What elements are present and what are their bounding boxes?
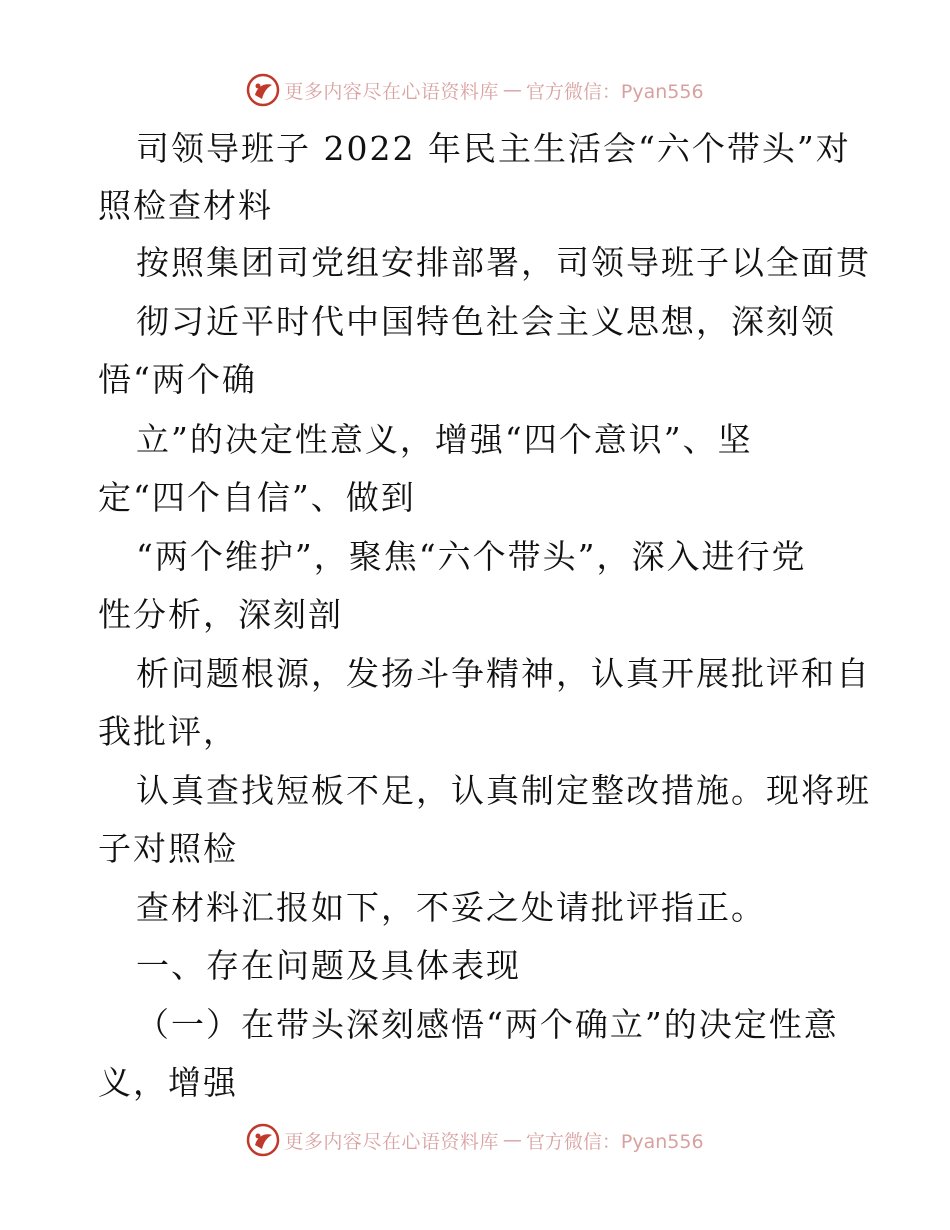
watermark-logo-icon bbox=[246, 1123, 280, 1157]
subsection-heading-continued: 义，增强 bbox=[98, 1063, 238, 1102]
paragraph-line: 悟“两个确 bbox=[98, 360, 257, 399]
paragraph-line: 查材料汇报如下，不妥之处请批评指正。 bbox=[136, 888, 766, 927]
paragraph-line: 立”的决定性意义，增强“四个意识”、坚 bbox=[136, 420, 753, 459]
paragraph-line: 按照集团司党组安排部署，司领导班子以全面贯 bbox=[136, 243, 871, 282]
watermark-footer bbox=[0, 1120, 950, 1160]
paragraph-line: 性分析，深刻剖 bbox=[98, 595, 343, 634]
paragraph-line: 定“四个自信”、做到 bbox=[98, 478, 416, 517]
watermark-header bbox=[0, 70, 950, 110]
section-heading: 一、存在问题及具体表现 bbox=[136, 946, 521, 985]
watermark-text: 更多内容尽在心语资料库 bbox=[284, 80, 499, 103]
watermark-text: 更多内容尽在心语资料库 bbox=[284, 1130, 499, 1153]
watermark-dash: — bbox=[502, 1129, 522, 1151]
watermark-logo-icon bbox=[246, 73, 280, 107]
paragraph-line: “两个维护”，聚焦“六个带头”，深入进行党 bbox=[136, 537, 807, 576]
watermark-dash: — bbox=[502, 79, 522, 101]
paragraph-line: 子对照检 bbox=[98, 829, 238, 868]
watermark-wechat: 官方微信：Pyan556 bbox=[525, 80, 704, 103]
document-title-line-2: 照检查材料 bbox=[98, 186, 273, 225]
paragraph-line: 彻习近平时代中国特色社会主义思想，深刻领 bbox=[136, 302, 836, 341]
paragraph-line: 认真查找短板不足，认真制定整改措施。现将班 bbox=[136, 771, 871, 810]
paragraph-line: 我批评， bbox=[98, 712, 238, 751]
paragraph-line: 析问题根源，发扬斗争精神，认真开展批评和自 bbox=[136, 654, 871, 693]
subsection-heading: （一）在带头深刻感悟“两个确立”的决定性意 bbox=[136, 1005, 839, 1044]
watermark-wechat: 官方微信：Pyan556 bbox=[525, 1130, 704, 1153]
document-title-line-1: 司领导班子 2022 年民主生活会“六个带头”对 bbox=[136, 129, 851, 168]
